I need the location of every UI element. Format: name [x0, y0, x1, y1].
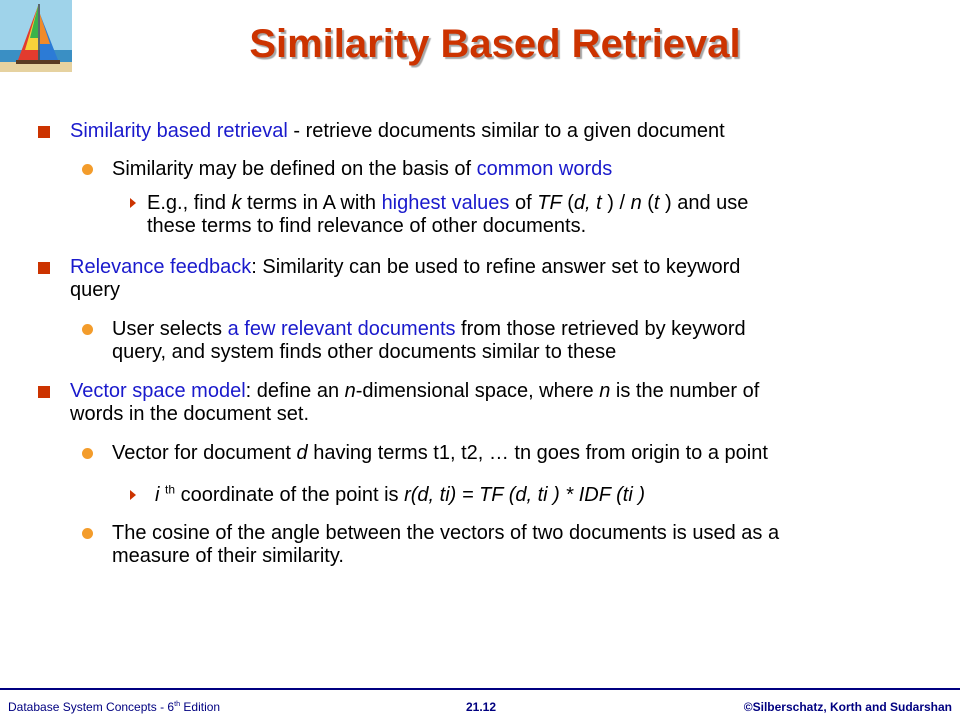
bullet-vector-space-model: Vector space model: define an n-dimensional space, where n is the number of words in the document set.: [70, 380, 760, 425]
footer-page-number: 21.12: [466, 700, 497, 714]
bullet-coordinate-formula: i $^{th}$ coordinate of the point is r(d, ti) = TF (d, ti ) * IDF (ti ): [155, 482, 646, 506]
arrow-bullet-icon: [130, 198, 136, 208]
round-bullet-icon: [82, 528, 93, 539]
footer-book-title: Database System Concepts - 6th Edition: [8, 699, 221, 714]
slide-title: Similarity Based Retrieval: [249, 22, 741, 66]
footer-copyright: ©Silberschatz, Korth and Sudarshan: [743, 700, 952, 714]
bullet-similarity-retrieval: Similarity based retrieval - retrieve documents similar to a given document: [70, 120, 725, 142]
bullet-common-words: Similarity may be defined on the basis of common words: [112, 158, 613, 180]
round-bullet-icon: [82, 324, 93, 335]
bullet-relevance-feedback: Relevance feedback: Similarity can be used to refine answer set to keyword query: [70, 256, 741, 301]
bullet-tf-example: E.g., find k terms in A with highest values of TF (d, t ) / n (t ) and use these terms to find relevance of other documents.: [147, 192, 749, 237]
arrow-bullet-icon: [130, 490, 136, 500]
square-bullet-icon: [38, 126, 50, 138]
round-bullet-icon: [82, 448, 93, 459]
square-bullet-icon: [38, 386, 50, 398]
footer-divider: [0, 688, 960, 690]
square-bullet-icon: [38, 262, 50, 274]
bullet-user-selects: User selects a few relevant documents from those retrieved by keyword query, and system finds other documents similar to these: [112, 318, 746, 363]
round-bullet-icon: [82, 164, 93, 175]
bullet-vector-document: Vector for document d having terms t1, t2, … tn goes from origin to a point: [112, 442, 768, 464]
bullet-cosine-similarity: The cosine of the angle between the vectors of two documents is used as a measure of their similarity.: [112, 522, 780, 567]
